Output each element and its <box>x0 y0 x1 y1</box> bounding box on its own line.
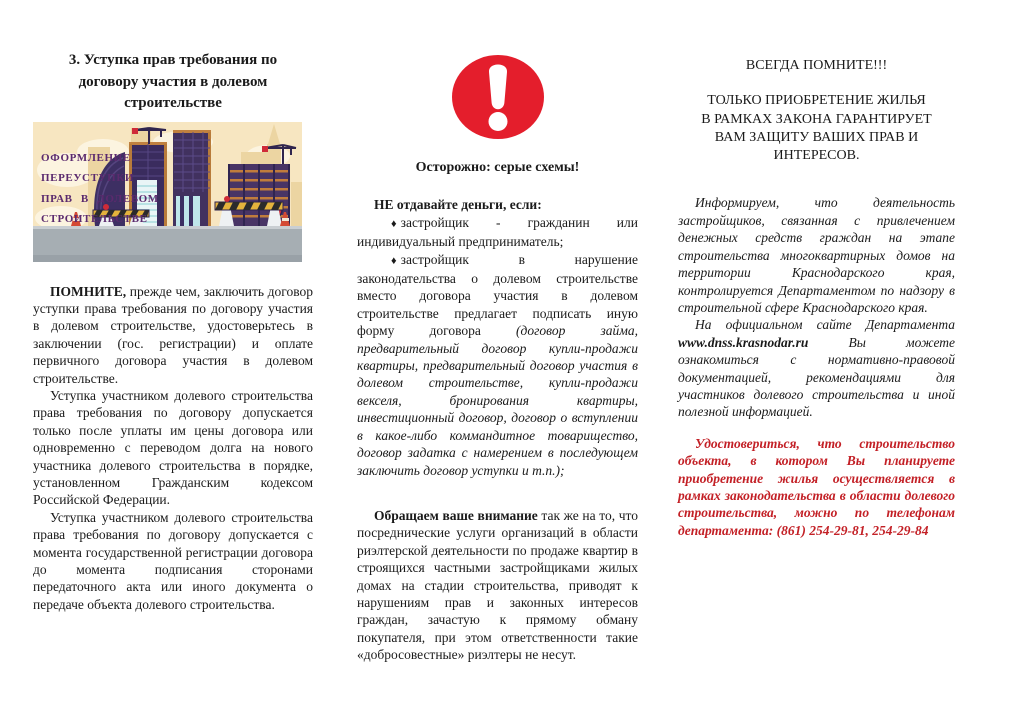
always-remember-heading: ВСЕГДА ПОМНИТЕ!!! <box>745 58 888 73</box>
subheading-line: В РАМКАХ ЗАКОНА ГАРАНТИРУЕТ <box>701 111 932 127</box>
paragraph-remember <box>33 283 313 387</box>
warning-icon-wrap <box>357 55 638 139</box>
paragraph-attention <box>357 507 638 664</box>
money-heading: НЕ отдавайте деньги, если: <box>374 197 542 213</box>
remember-lead: ПОМНИТЕ, <box>50 283 127 299</box>
diamond-bullet-icon: ♦ <box>391 254 397 267</box>
website-url: www.dnss.krasnodar.ru <box>678 334 809 350</box>
bullet-text-italic: (договор займа, предварительный договор купли-продажи квартиры, предварительный договор участия в долевом строительстве, купли-продажи векселя, бронирования квартиры, инвестиционный договор, договор о вступлении в какое-либо коммандитное товарищество, договор задатка с намерением в последующем заключить договор уступки и т.п.); <box>357 323 639 478</box>
bullet-item-developer <box>357 214 638 251</box>
left-column <box>33 0 313 613</box>
website-post-text: Вы можете ознакомиться с нормативно-правовой документацией, рекомендациями для участников долевого строительства и иной полезной информацией. <box>678 334 955 420</box>
paragraph-assignment-2: Уступка участником долевого строительства права требования по договору допускается с момента государственной регистрации договора до момента подписания сторонами передаточного акта или иного документа о передаче объекта долевого строительства. <box>33 509 313 612</box>
paragraph-hotline: Удостовериться, что строительство объекта, в котором Вы планируете приобретение жилья осуществляется в рамках законодательства в области долевого строительства, можно по телефонам департамента: (861) 254-29-81, 254-29-84 <box>678 435 955 538</box>
crane-counterweight <box>262 146 268 152</box>
title-line: 3. Уступка прав требования по <box>68 52 278 68</box>
attention-text: так же на то, что посреднические услуги организаций в области риэлтерской деятельности по продаже квартир в строящихся частными застройщиками жилых домах на стадии строительства, приводят к нарушениям прав и законных интересов граждан, зачастую к прямому обману покупателя, при этом ответственности такие «добросовестные» риэлтеры не несут. <box>357 507 638 663</box>
subheading-line: ВАМ ЗАЩИТУ ВАШИХ ПРАВ И <box>714 129 919 145</box>
paragraph-assignment-1: Уступка участником долевого строительства права требования по договору допускается только после уплаты им цены договора или одновременно с переводом долга на нового участника долевого строительства в порядке, установленном Гражданским кодексом Российской Федерации. <box>33 387 313 508</box>
subheading-line: ИНТЕРЕСОВ. <box>773 148 860 164</box>
remember-text: прежде чем, заключить договор уступки права требования по договору участия в долевом строительстве, удостоверьтесь в заключении (гос. регистрации) и оплате первичного договора участия в долевом строительстве. <box>33 283 313 386</box>
attention-lead: Обращаем ваше внимание <box>374 507 538 523</box>
construction-illustration <box>33 122 302 262</box>
subheading-line: ТОЛЬКО ПРИОБРЕТЕНИЕ ЖИЛЬЯ <box>707 93 926 109</box>
crane-counterweight <box>132 128 138 134</box>
bullet-text: застройщик - гражданин или индивидуальный предприниматель; <box>357 214 638 250</box>
warning-exclamation-icon <box>452 55 544 139</box>
title-line: договору участия в долевом <box>78 73 268 90</box>
bullet-item-contract-forms <box>357 251 638 479</box>
road <box>33 226 302 262</box>
paragraph-department-info: Информируем, что деятельность застройщиков, связанная с привлечением денежных средств граждан на этапе строительства многоквартирных домов на территории Краснодарского края, контролируется Департаментом по надзору в строительной сфере Краснодарского края. <box>678 195 955 315</box>
caption-line: ОФОРМЛЕНИЕ <box>41 151 131 164</box>
illustration-caption <box>41 148 159 230</box>
right-column <box>678 0 955 539</box>
caption-line: СТРОИТЕЛЬСТВЕ <box>41 213 148 226</box>
page-title <box>33 50 313 115</box>
caption-line: ПРАВ В ДОЛЕВОМ <box>41 192 159 205</box>
bullet-text: застройщик в нарушение законодательства о долевом строительстве вместо договора участия в долевом строительстве предлагает подписать иную форму договора <box>357 251 638 339</box>
diamond-bullet-icon: ♦ <box>391 217 397 230</box>
law-guarantee-subheading <box>678 92 955 165</box>
caution-heading: Осторожно: серые схемы! <box>415 160 580 175</box>
tower-b <box>173 130 211 226</box>
middle-column <box>357 0 638 664</box>
title-line: строительстве <box>124 95 222 111</box>
paragraph-website-info <box>678 316 955 420</box>
website-pre-text: На официальном сайте Департамента <box>695 317 955 333</box>
scaffold-building <box>228 164 290 226</box>
caption-line: ПЕРЕУСТУПКИ <box>41 172 135 185</box>
